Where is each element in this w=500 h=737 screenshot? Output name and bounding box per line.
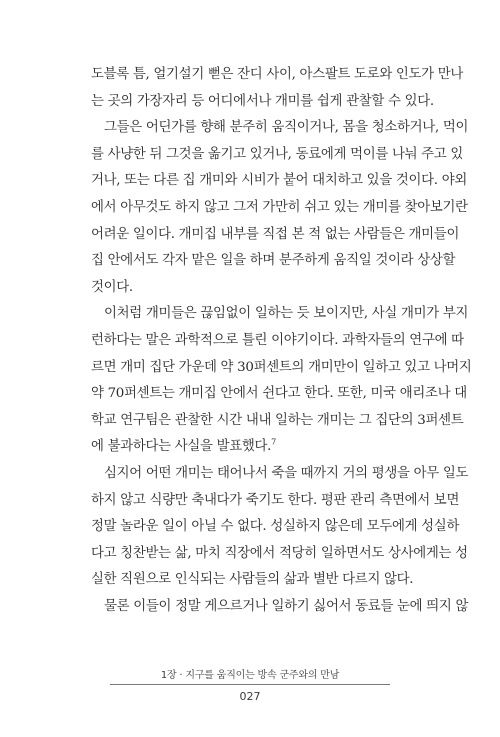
body-line-with-footnote — [91, 434, 432, 461]
body-line: 집 안에서도 각자 맡은 일을 하며 분주하게 움직일 것이라 상상할 — [91, 253, 456, 269]
body-line: 런하다는 말은 과학적으로 틀린 이야기이다. 과학자들의 연구에 따 — [91, 332, 464, 348]
running-footer-chapter-title: 1장 · 지구를 움직이는 방속 군주와의 만남 — [160, 670, 340, 681]
body-line: 하지 않고 식량만 축내다가 죽기도 한다. 평판 관리 측면에서 보면 — [91, 492, 460, 508]
body-line: 거나, 또는 다른 집 개미와 시비가 붙어 대치하고 있을 것이다. 야외 — [91, 173, 467, 189]
footnote-marker: 7 — [271, 437, 276, 447]
body-line: 약 70퍼센트는 개미집 안에서 쉰다고 한다. 또한, 미국 애리조나 대 — [91, 386, 467, 402]
body-line: 는 곳의 가장자리 등 어디에서나 개미를 쉽게 관찰할 수 있다. — [91, 93, 434, 109]
body-line: 르면 개미 집단 가운데 약 30퍼센트의 개미만이 일하고 있고 나머지 — [91, 359, 472, 375]
body-line: 이처럼 개미들은 끊임없이 일하는 듯 보이지만, 사실 개미가 부지 — [104, 306, 469, 322]
body-line-text: 에 불과하다는 사실을 발표했다. — [91, 439, 272, 455]
body-line: 심지어 어떤 개미는 태어나서 죽을 때까지 거의 평생을 아무 일도 — [104, 465, 469, 481]
body-line: 정말 놀라운 일이 아닐 수 없다. 성실하지 않은데 모두에게 성실하 — [91, 519, 460, 535]
body-line: 학교 연구팀은 관찰한 시간 내내 일하는 개미는 그 집단의 3퍼센트 — [91, 412, 464, 428]
body-line: 어려운 일이다. 개미집 내부를 직접 본 적 없는 사람들은 개미들이 — [91, 226, 460, 242]
body-line: 실한 직원으로 인식되는 사람들의 삶과 별반 다르지 않다. — [91, 572, 414, 588]
body-line: 것이다. — [91, 279, 133, 295]
body-line: 그들은 어딘가를 향해 분주히 움직이거나, 몸을 청소하거나, 먹이 — [104, 120, 469, 136]
page-number: 027 — [239, 690, 261, 703]
body-text — [91, 62, 472, 620]
body-line: 에서 아무것도 하지 않고 그저 가만히 쉬고 있는 개미를 찾아보기란 — [91, 199, 468, 215]
body-line: 를 사냥한 뒤 그것을 옮기고 있거나, 동료에게 먹이를 나눠 주고 있 — [91, 146, 464, 162]
body-line: 물론 이들이 정말 게으르거나 일하기 싫어서 동료들 눈에 띄지 않 — [104, 598, 469, 614]
body-line: 도블록 틈, 얼기설기 뻗은 잔디 사이, 아스팔트 도로와 인도가 만나 — [91, 67, 464, 82]
footer-divider — [110, 684, 390, 685]
body-line: 다고 칭찬받는 삶, 마치 직장에서 적당히 일하면서도 상사에게는 성 — [91, 545, 468, 561]
